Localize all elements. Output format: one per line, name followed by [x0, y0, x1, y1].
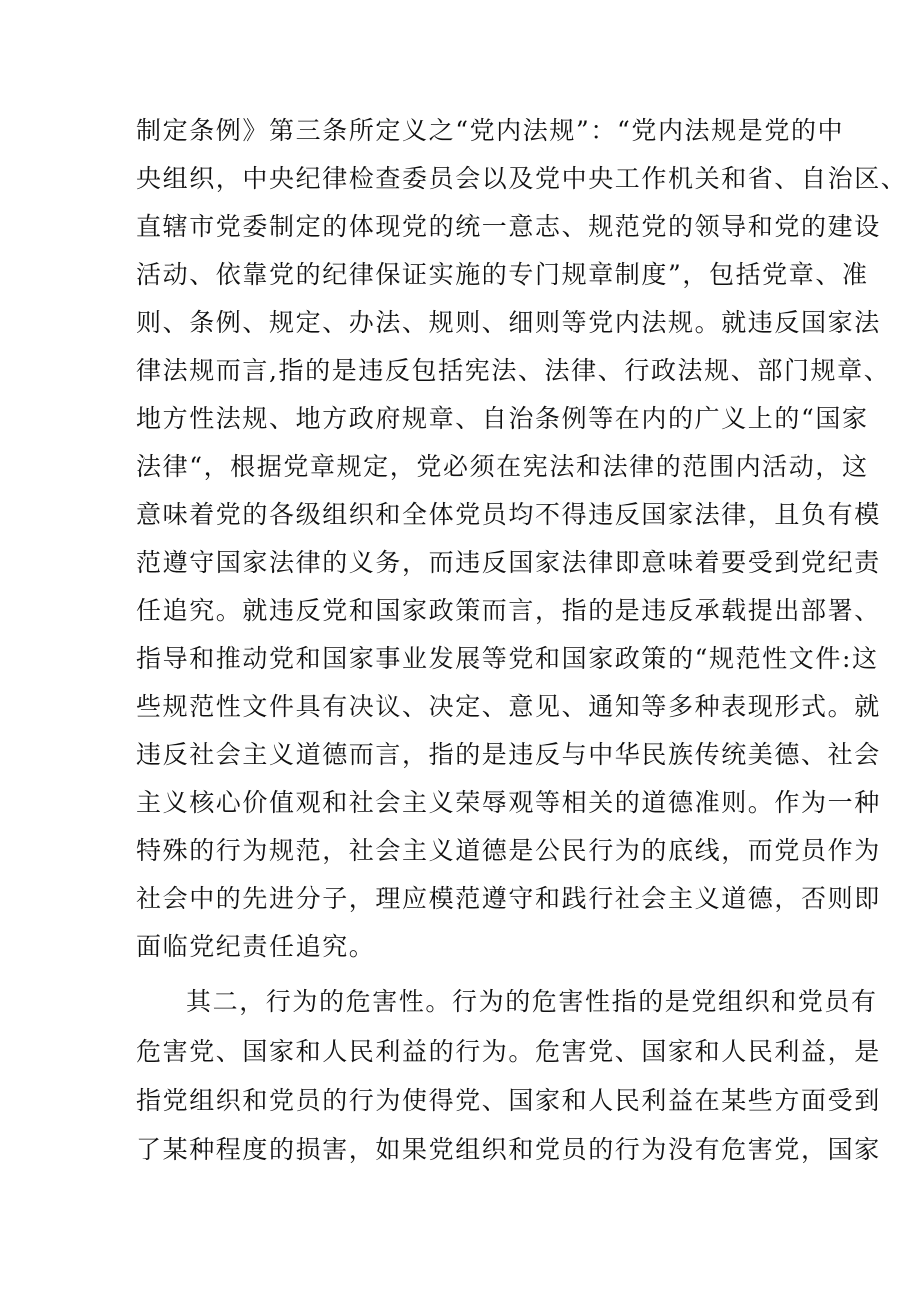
paragraph-line: 些规范性文件具有决议、决定、意见、通知等多种表现形式。就 [136, 692, 881, 721]
paragraph-line: 主义核心价值观和社会主义荣辱观等相关的道德准则。作为一种 [136, 788, 881, 817]
paragraph-line: 了某种程度的损害，如果党组织和党员的行为没有危害党，国家 [136, 1135, 881, 1164]
paragraph-line: 特殊的行为规范，社会主义道德是公民行为的底线，而党员作为 [136, 836, 881, 865]
paragraph-line: 范遵守国家法律的义务，而违反国家法律即意味着要受到党纪责 [136, 548, 881, 577]
paragraph-line: 法律“，根据党章规定，党必须在宪法和法律的范围内活动，这 [136, 452, 869, 481]
paragraph-line: 制定条例》第三条所定义之“党内法规”：“党内法规是党的中 [136, 116, 845, 145]
paragraph-line: 指导和推动党和国家事业发展等党和国家政策的“规范性文件:这 [136, 644, 879, 673]
paragraph-line: 意味着党的各级组织和全体党员均不得违反国家法律，且负有模 [136, 500, 881, 529]
paragraph-line-indented: 其二，行为的危害性。行为的危害性指的是党组织和党员有 [186, 987, 878, 1016]
paragraph-line: 面临党纪责任追究。 [136, 932, 376, 961]
paragraph-line: 直辖市党委制定的体现党的统一意志、规范党的领导和党的建设 [136, 212, 881, 241]
paragraph-line: 违反社会主义道德而言，指的是违反与中华民族传统美德、社会 [136, 740, 881, 769]
paragraph-line: 任追究。就违反党和国家政策而言，指的是违反承载提出部署、 [136, 596, 881, 625]
paragraph-line: 地方性法规、地方政府规章、自治条例等在内的广义上的“国家 [136, 404, 869, 433]
paragraph-line: 指党组织和党员的行为使得党、国家和人民利益在某些方面受到 [136, 1086, 881, 1115]
paragraph-line: 央组织，中央纪律检查委员会以及党中央工作机关和省、自治区、 [136, 164, 908, 193]
paragraph-line: 律法规而言,指的是违反包括宪法、法律、行政法规、部门规章、 [136, 356, 891, 385]
paragraph-line: 活动、依靠党的纪律保证实施的专门规章制度”，包括党章、准 [136, 260, 869, 289]
paragraph-line: 危害党、国家和人民利益的行为。危害党、国家和人民利益，是 [136, 1037, 881, 1066]
paragraph-line: 则、条例、规定、办法、规则、细则等党内法规。就违反国家法 [136, 308, 881, 337]
paragraph-line: 社会中的先进分子，理应模范遵守和践行社会主义道德，否则即 [136, 884, 881, 913]
